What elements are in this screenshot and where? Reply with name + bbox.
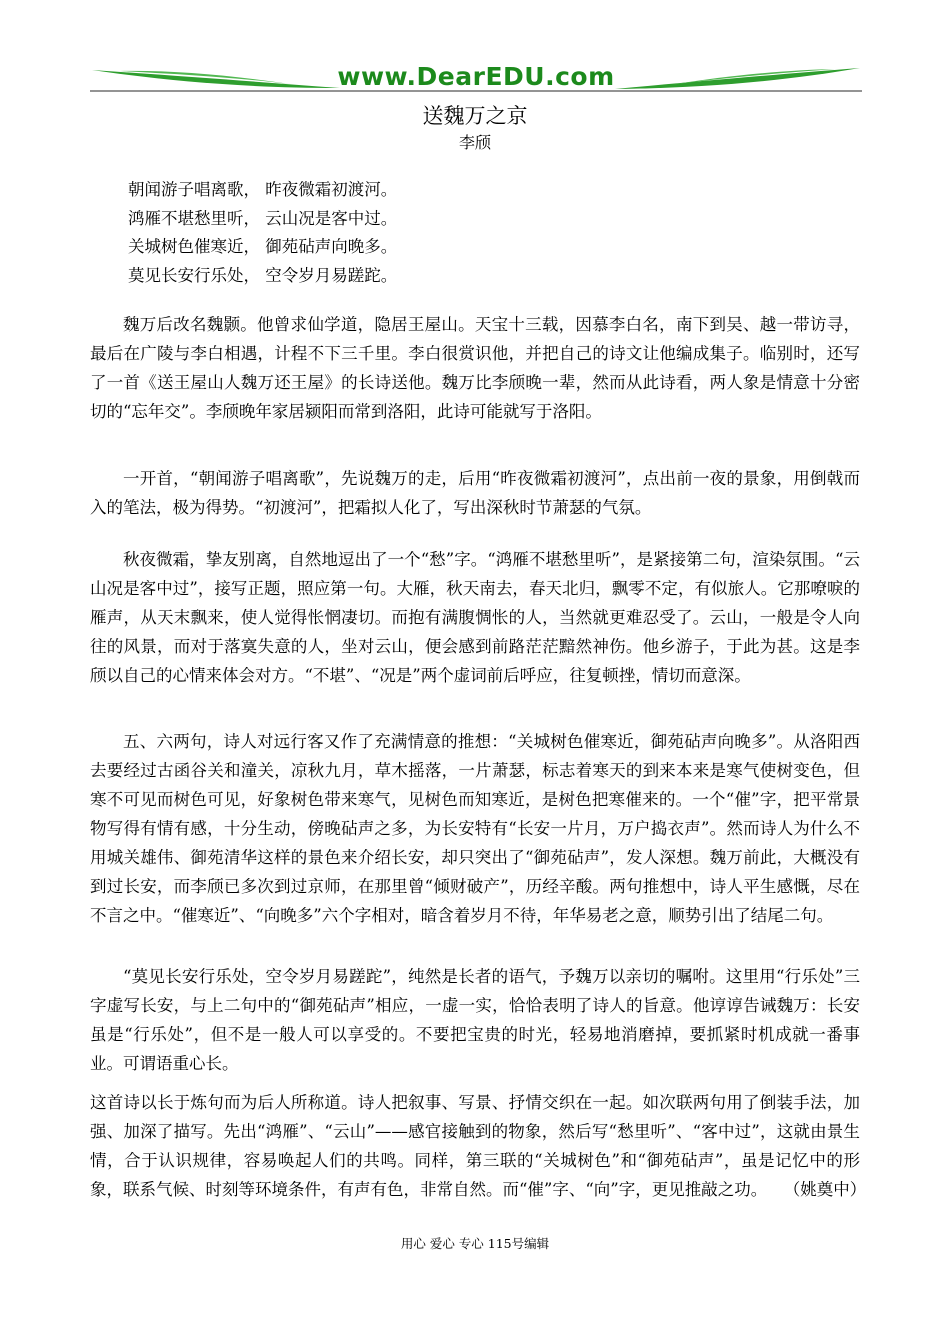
poem-line: 朝闻游子唱离歌， 昨夜微霜初渡河。 <box>128 180 398 199</box>
commentary-paragraph: “莫见长安行乐处，空令岁月易蹉跎”，纯然是长者的语气，予魏万以亲切的嘱咐。这里用“行乐处”三字虚写长安，与上二句中的“御苑砧声”相应，一虚一实，恰恰表明了诗人的旨意。他谆谆告诫魏万：长安虽是“行乐处”，但不是一般人可以享受的。不要把宝贵的时光，轻易地消磨掉，要抓紧时机成就一番事业。可谓语重心长。 <box>90 967 860 1073</box>
commentary-paragraph: 魏万后改名魏颢。他曾求仙学道，隐居王屋山。天宝十三载，因慕李白名，南下到吴、越一带访寻，最后在广陵与李白相遇，计程不下三千里。李白很赏识他，并把自己的诗文让他编成集子。临别时，还写了一首《送王屋山人魏万还王屋》的长诗送他。魏万比李颀晚一辈，然而从此诗看，两人象是情意十分密切的“忘年交”。李颀晚年家居颍阳而常到洛阳，此诗可能就写于洛阳。 <box>90 315 860 421</box>
commentary-paragraph: 秋夜微霜，挚友别离，自然地逗出了一个“愁”字。“鸿雁不堪愁里听”，是紧接第二句，渲染氛围。“云山况是客中过”，接写正题，照应第一句。大雁，秋天南去，春天北归，飘零不定，有似旅人。它那嘹唳的雁声，从天末飘来，使人觉得怅惘凄切。而抱有满腹惆怅的人，当然就更难忍受了。云山，一般是令人向往的风景，而对于落寞失意的人，坐对云山，便会感到前路茫茫黯然神伤。他乡游子，于此为甚。这是李颀以自己的心情来体会对方。“不堪”、“况是”两个虚词前后呼应，往复顿挫，情切而意深。 <box>90 550 860 685</box>
poem-author: 李颀 <box>458 133 491 152</box>
site-header-banner <box>90 58 862 96</box>
site-logo-text: www.DearEDU.com <box>337 62 615 91</box>
commentary-paragraph: 一开首，“朝闻游子唱离歌”，先说魏万的走，后用“昨夜微霜初渡河”，点出前一夜的景象，用倒戟而入的笔法，极为得势。“初渡河”，把霜拟人化了，写出深秋时节萧瑟的气氛。 <box>90 469 860 517</box>
page-footer: 用心 爱心 专心 115号编辑 <box>400 1236 550 1251</box>
poem-line: 鸿雁不堪愁里听， 云山况是客中过。 <box>128 208 398 228</box>
poem-line: 关城树色催寒近， 御苑砧声向晚多。 <box>128 237 398 256</box>
poem-body <box>128 176 397 290</box>
commentary-paragraph: 五、六两句，诗人对远行客又作了充满情意的推想：“关城树色催寒近，御苑砧声向晚多”。从洛阳西去要经过古函谷关和潼关，凉秋九月，草木摇落，一片萧瑟，标志着寒天的到来本来是寒气使树变色，但寒不可见而树色可见，好象树色带来寒气，见树色而知寒近，是树色把寒催来的。一个“催”字，把平常景物写得有情有感，十分生动，傍晚砧声之多，为长安特有“长安一片月，万户捣衣声”。然而诗人为什么不用城关雄伟、御苑清华这样的景色来介绍长安，却只突出了“御苑砧声”，发人深想。魏万前此，大概没有到过长安，而李颀已多次到过京师，在那里曾“倾财破产”，历经辛酸。两句推想中，诗人平生感慨，尽在不言之中。“催寒近”、“向晚多”六个字相对，暗含着岁月不待，年华易老之意，顺势引出了结尾二句。 <box>90 732 860 925</box>
poem-title: 送魏万之京 <box>422 104 528 128</box>
commentary-paragraph: 这首诗以长于炼句而为后人所称道。诗人把叙事、写景、抒情交织在一起。如次联两句用了倒装手法，加强、加深了描写。先出“鸿雁”、“云山”——感官接触到的物象，然后写“愁里听”、“客中过”，这就由景生情，合于认识规律，容易唤起人们的共鸣。同样，第三联的“关城树色”和“御苑砧声”，虽是记忆中的形象，联系气候、时刻等环境条件，有声有色，非常自然。而“催”字、“向”字，更见推敲之功。 （姚奠中） <box>90 1093 867 1199</box>
poem-line: 莫见长安行乐处， 空令岁月易蹉跎。 <box>128 265 398 285</box>
